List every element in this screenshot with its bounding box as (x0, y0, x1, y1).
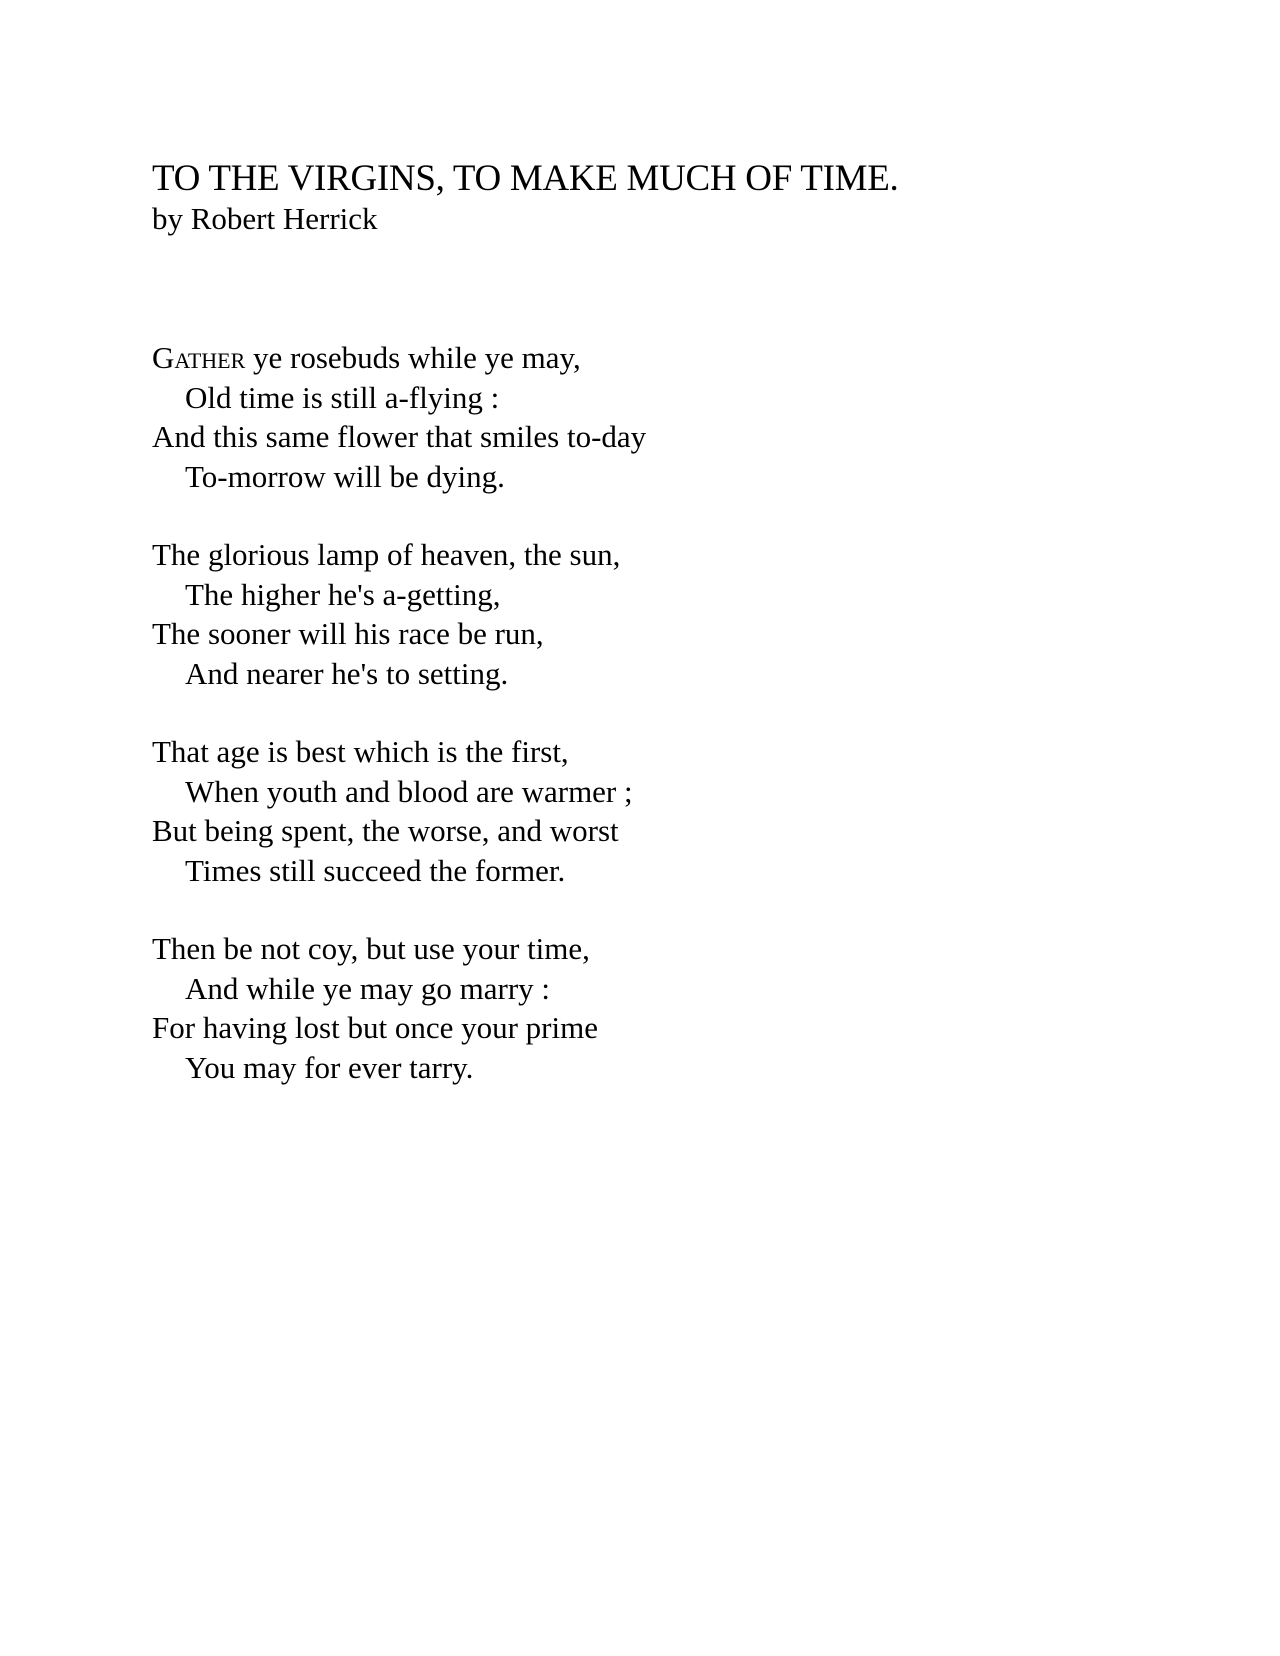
poem-line: The higher he's a-getting, (185, 576, 501, 612)
poem-author: by Robert Herrick (152, 201, 378, 236)
stanza-2 (152, 535, 1152, 693)
poem-line (152, 338, 1152, 378)
poem-line: For having lost but once your prime (152, 1010, 598, 1045)
poem-body (152, 338, 1152, 1087)
poem-line: When youth and blood are warmer ; (185, 773, 633, 809)
poem-line: And this same flower that smiles to-day (152, 419, 647, 454)
poem-line: The sooner will his race be run, (152, 616, 544, 651)
poem-line: That age is best which is the first, (152, 734, 569, 769)
stanza-4 (152, 929, 1152, 1087)
poem-line: To-morrow will be dying. (185, 458, 505, 494)
poem-line: But being spent, the worse, and worst (152, 813, 619, 848)
poem-line: Then be not coy, but use your time, (152, 931, 590, 966)
stanza-3 (152, 732, 1152, 890)
poem-title: TO THE VIRGINS, TO MAKE MUCH OF TIME. (152, 158, 899, 199)
poem-line-text: ye rosebuds while ye may, (245, 340, 581, 375)
poem-line: And nearer he's to setting. (185, 655, 509, 691)
document-page (152, 158, 1152, 1126)
poem-line: And while ye may go marry : (185, 970, 551, 1006)
drop-cap-word: Gather (152, 340, 246, 375)
stanza-1 (152, 338, 1152, 496)
poem-line: The glorious lamp of heaven, the sun, (152, 537, 621, 572)
poem-line: Old time is still a-flying : (185, 379, 500, 415)
poem-line: Times still succeed the former. (185, 852, 566, 888)
poem-line: You may for ever tarry. (185, 1049, 474, 1085)
